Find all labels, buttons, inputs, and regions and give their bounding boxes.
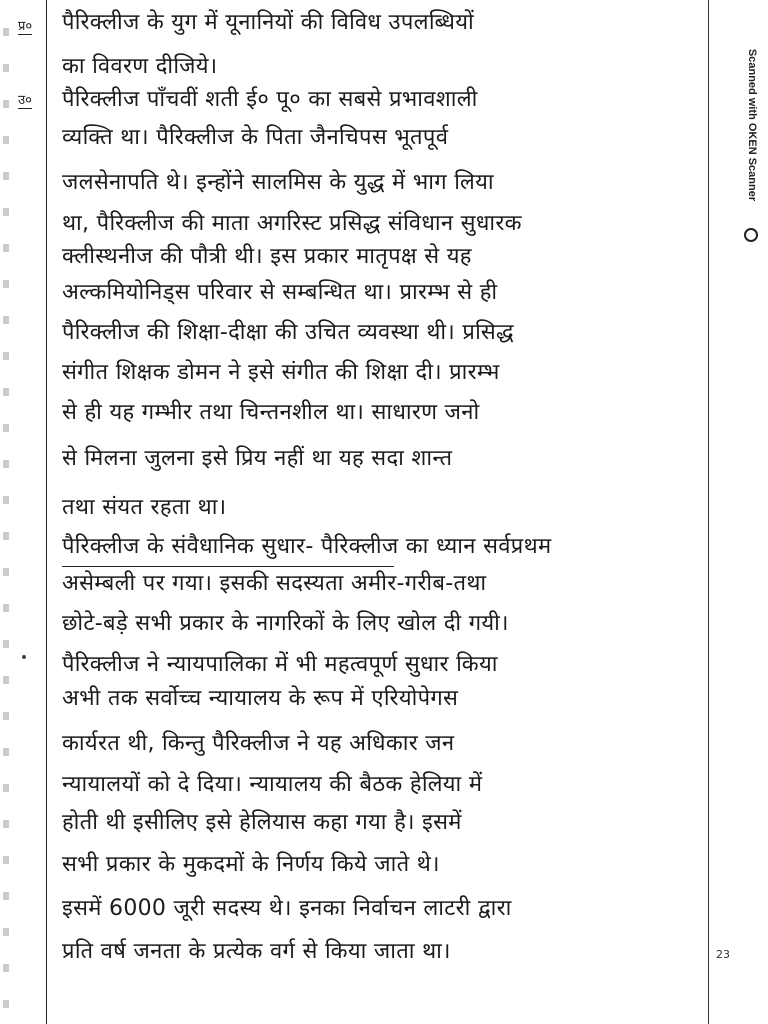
answer-marker: उ०	[18, 90, 32, 109]
text-line: पैरिक्लीज के युग में यूनानियों की विविध उपलब्धियों	[62, 10, 475, 35]
text-line: व्यक्ति था। पैरिक्लीज के पिता जैनचिपस भूतपूर्व	[62, 125, 449, 150]
text-line: इसमें 6000 जूरी सदस्य थे। इनका निर्वाचन लाटरी द्वारा	[62, 896, 512, 921]
text-line: न्यायालयों को दे दिया। न्यायालय की बैठक हेलिया में	[62, 772, 483, 797]
text-line: असेम्बली पर गया। इसकी सदस्यता अमीर-गरीब-तथा	[62, 571, 487, 596]
ink-dot	[22, 655, 26, 659]
text-line: छोटे-बड़े सभी प्रकार के नागरिकों के लिए खोल दी गयी।	[62, 611, 509, 636]
text-line: कार्यरत थी, किन्तु पैरिक्लीज ने यह अधिकार जन	[62, 731, 455, 756]
text-line: क्लीस्थनीज की पौत्री थी। इस प्रकार मातृपक्ष से यह	[62, 244, 472, 269]
heading-underline	[62, 566, 394, 567]
text-line: तथा संयत रहता था।	[62, 495, 227, 520]
text-line: पैरिक्लीज पाँचवीं शती ई० पू० का सबसे प्रभावशाली	[62, 87, 478, 112]
text-line: जलसेनापति थे। इन्होंने सालमिस के युद्ध में भाग लिया	[62, 170, 494, 195]
scanner-watermark	[740, 0, 764, 250]
watermark-text: Scanned with OKEN Scanner	[746, 48, 759, 202]
page-edge-marks	[3, 0, 9, 1024]
margin-rule	[46, 0, 47, 1024]
text-line: प्रति वर्ष जनता के प्रत्येक वर्ग से किया जाता था।	[62, 939, 451, 964]
right-margin-rule	[708, 0, 709, 1024]
text-line: था, पैरिक्लीज की माता अगरिस्ट प्रसिद्ध संविधान सुधारक	[62, 211, 522, 236]
text-line: होती थी इसीलिए इसे हेलियास कहा गया है। इसमें	[62, 810, 462, 835]
text-line: का विवरण दीजिये।	[62, 54, 218, 79]
page-number: 23	[716, 948, 730, 961]
text-line: पैरिक्लीज की शिक्षा-दीक्षा की उचित व्यवस्था थी। प्रसिद्ध	[62, 320, 514, 345]
scanner-logo-icon	[744, 228, 758, 242]
text-line: से ही यह गम्भीर तथा चिन्तनशील था। साधारण जनो	[62, 400, 480, 425]
text-line: पैरिक्लीज ने न्यायपालिका में भी महत्वपूर्ण सुधार किया	[62, 652, 498, 677]
question-marker: प्र०	[18, 16, 32, 35]
text-line: अभी तक सर्वोच्च न्यायालय के रूप में एरियोपेगस	[62, 686, 459, 711]
text-line: सभी प्रकार के मुकदमों के निर्णय किये जाते थे।	[62, 852, 440, 877]
text-line: से मिलना जुलना इसे प्रिय नहीं था यह सदा शान्त	[62, 446, 453, 471]
section-heading-line: पैरिक्लीज के संवैधानिक सुधार- पैरिक्लीज का ध्यान सर्वप्रथम	[62, 534, 552, 559]
text-line: अल्कमियोनिड्स परिवार से सम्बन्धित था। प्रारम्भ से ही	[62, 280, 498, 305]
text-line: संगीत शिक्षक डोमन ने इसे संगीत की शिक्षा दी। प्रारम्भ	[62, 360, 500, 385]
